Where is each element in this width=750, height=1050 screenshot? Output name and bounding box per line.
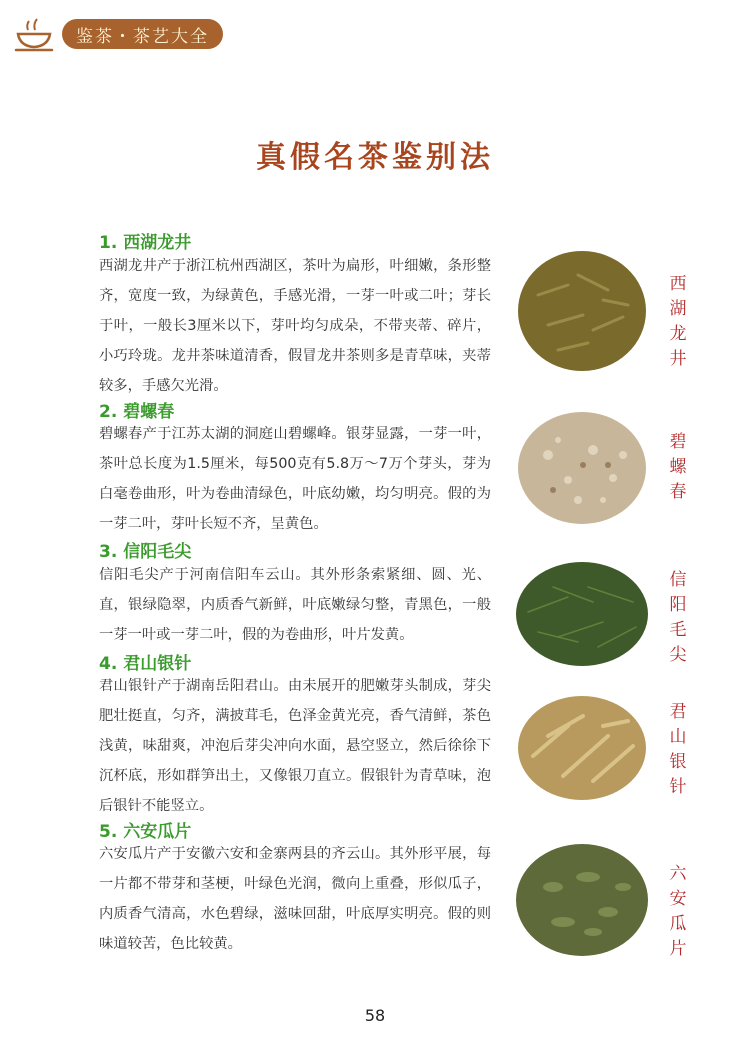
- tea-photo-junshan-yinzhen: [508, 676, 656, 806]
- tea-photo-xihu-longjing: [508, 245, 656, 375]
- section-body: 碧螺春产于江苏太湖的洞庭山碧螺峰。银芽显露，一芽一叶，茶叶总长度为1.5厘米，每500克有5.8万～7万个芽头，芽为白毫卷曲形，叶为卷曲清绿色，叶底幼嫩，均匀明亮。假的为一芽二叶，芽叶长短不齐，呈黄色。: [99, 426, 491, 532]
- tea-leaf-pile: [518, 696, 646, 800]
- teacup-icon: [12, 14, 56, 54]
- tea-photo-xinyang-maojian: [508, 542, 656, 672]
- section-body: 君山银针产于湖南岳阳君山。由未展开的肥嫩芽头制成，芽尖肥壮挺直，匀齐，满披茸毛，色泽金黄光亮，香气清鲜，茶色浅黄，味甜爽，冲泡后芽尖冲向水面，悬空竖立，然后徐徐下沉杯底，形如群笋出土，又像银刀直立。假银针为青草味，泡后银针不能竖立。: [99, 678, 491, 814]
- tea-name-label: 西湖龙井: [669, 274, 687, 369]
- tea-leaf-pile: [518, 412, 646, 524]
- series-title-banner: [62, 19, 223, 49]
- section-heading: 4. 君山银针: [99, 654, 192, 674]
- section-body: 西湖龙井产于浙江杭州西湖区，茶叶为扁形，叶细嫩，条形整齐，宽度一致，为绿黄色，手感光滑，一芽一叶或二叶；芽长于叶，一般长3厘米以下，芽叶均匀成朵，不带夹蒂、碎片，小巧玲珑。龙井茶味道清香，假冒龙井茶则多是青草味，夹蒂较多，手感欠光滑。: [99, 258, 491, 394]
- page-title: 真假名茶鉴别法: [256, 140, 494, 175]
- tea-name-label: 六安瓜片: [669, 864, 687, 959]
- tea-leaf-pile: [516, 844, 648, 956]
- section-heading: 2. 碧螺春: [99, 402, 175, 422]
- series-title: 鉴茶・茶艺大全: [76, 26, 209, 47]
- section-heading: 5. 六安瓜片: [99, 822, 192, 842]
- section-body: 六安瓜片产于安徽六安和金寨两县的齐云山。其外形平展，每一片都不带芽和茎梗，叶绿色光润，微向上重叠，形似瓜子，内质香气清高，水色碧绿，滋味回甜，叶底厚实明亮。假的则味道较苦，色比较黄。: [99, 846, 491, 952]
- tea-name-label: 信阳毛尖: [669, 570, 687, 665]
- tea-name-label: 碧螺春: [669, 432, 687, 502]
- tea-leaf-pile: [516, 562, 648, 666]
- tea-photo-luan-guapian: [508, 832, 656, 962]
- section-heading: 3. 信阳毛尖: [99, 542, 192, 562]
- section-heading: 1. 西湖龙井: [99, 233, 192, 253]
- page-header: [12, 14, 223, 54]
- page-number: 58: [364, 1006, 386, 1025]
- tea-name-label: 君山银针: [669, 702, 687, 797]
- section-body: 信阳毛尖产于河南信阳车云山。其外形条索紧细、圆、光、直，银绿隐翠，内质香气新鲜，叶底嫩绿匀整，青黑色，一般一芽一叶或一芽二叶，假的为卷曲形，叶片发黄。: [99, 567, 491, 643]
- tea-leaf-pile: [518, 251, 646, 371]
- tea-photo-biluochun: [508, 400, 656, 530]
